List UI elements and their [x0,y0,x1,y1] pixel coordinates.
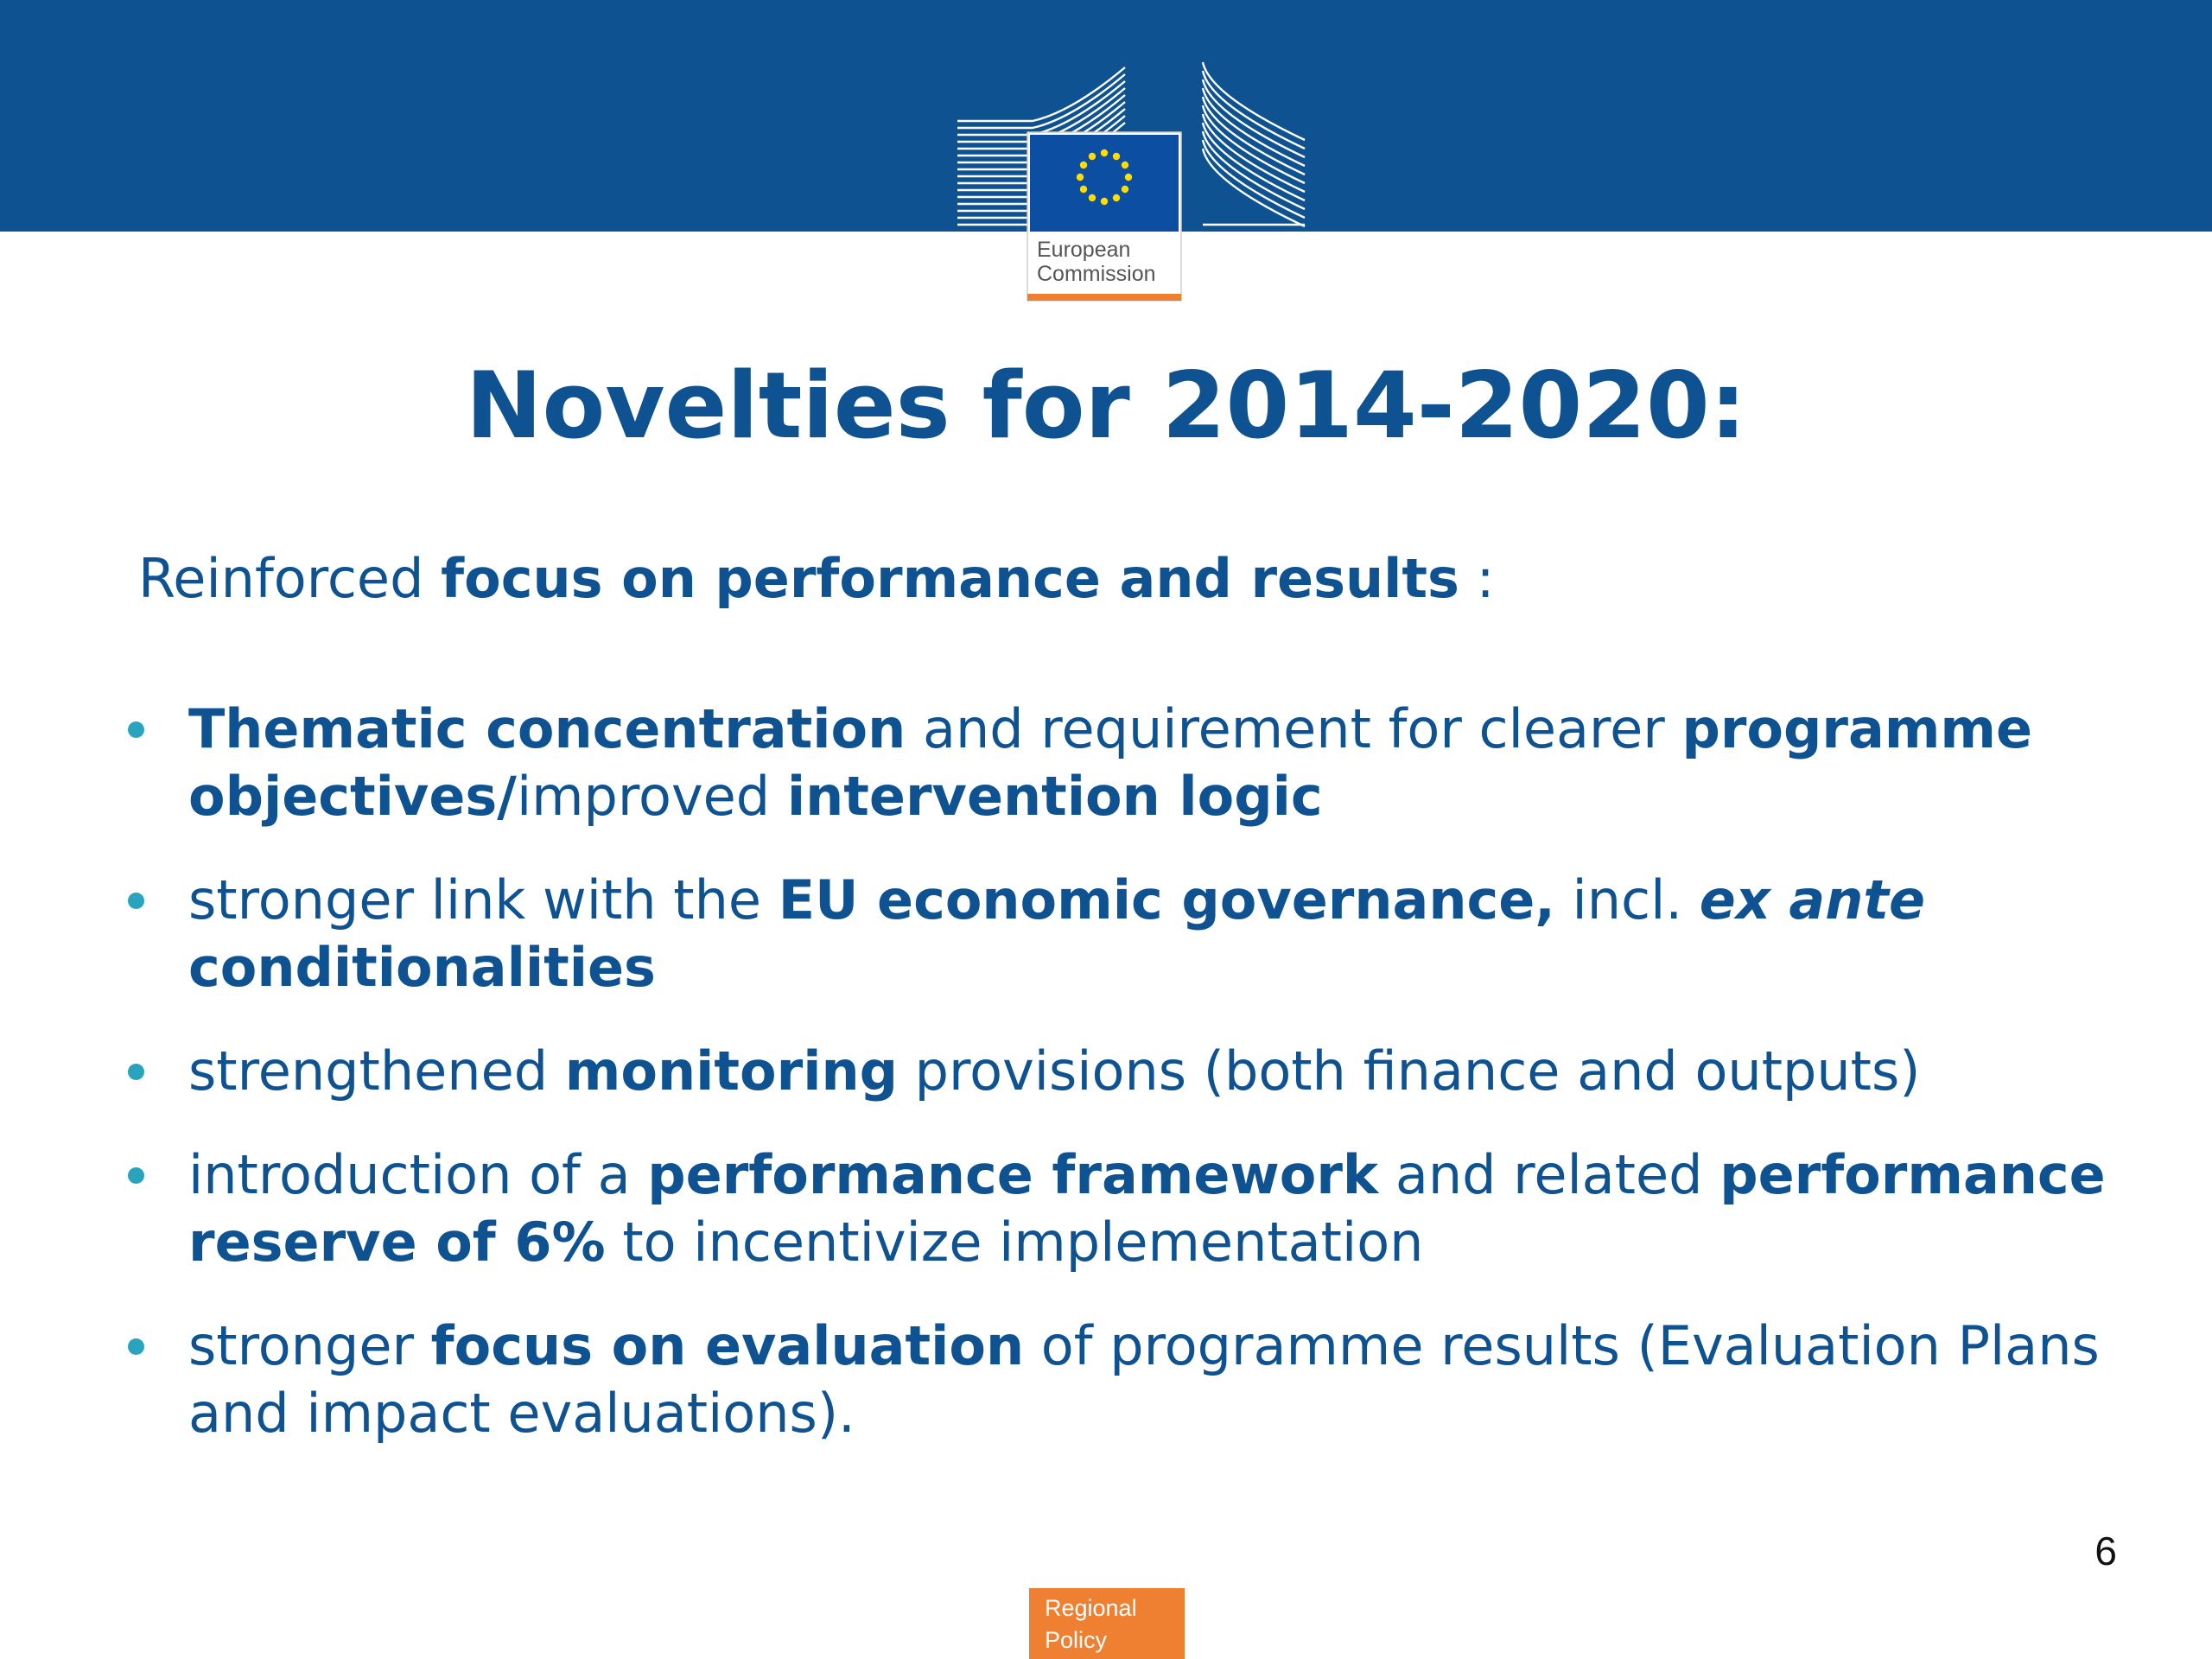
bullet-text-bold: focus on evaluation [430,1314,1025,1377]
bullet-text-bold: programme objectives/ [188,697,2033,828]
bullet-text: and related [1378,1143,1720,1206]
bullet-text: stronger [188,1314,431,1377]
bullet-text: strengthened [188,1039,565,1103]
bullet-text: incl. [1554,868,1700,931]
bullet-text-bold: performance reserve of 6% [188,1143,2106,1274]
list-item [121,1038,2108,1105]
bullet-text-bold: intervention logic [786,765,1323,828]
bullet-text-italic: ex ante [1699,868,1926,931]
subtitle-suffix: : [1459,547,1495,610]
badge-line2: Policy [1045,1627,1108,1653]
slide-title: Novelties for 2014-2020: [465,353,1747,459]
bullet-dot-icon [128,1167,144,1184]
badge-line1: Regional [1045,1595,1137,1621]
bullet-dot-icon [128,1338,144,1355]
bullet-text: to incentivize implementation [605,1211,1424,1274]
bullet-text-bold: Thematic concentration [188,697,906,760]
list-item [121,1141,2108,1276]
logo-text-line1: European [1037,238,1131,262]
logo-wordmark [1037,238,1184,286]
list-item [121,1313,2108,1447]
list-item [121,696,2108,830]
bullet-text-bold: monitoring [564,1039,898,1103]
bullet-dot-icon [128,1064,144,1080]
slide-subtitle [138,544,2082,613]
bullet-dot-icon [128,721,144,738]
bullet-text: introduction of a [188,1143,648,1206]
bullet-text-bold: performance framework [647,1143,1379,1206]
bullet-text-bold-italic [1700,868,1925,931]
bullet-text-bold: EU economic governance, [778,868,1555,931]
bullet-text: of programme results (Evaluation Plans and impact evaluations). [188,1314,2100,1445]
european-commission-logo [950,60,1313,311]
bullet-text: improved [516,765,787,828]
page-number: 6 [2094,1529,2117,1573]
subtitle-prefix: Reinforced [138,547,442,610]
list-item [121,867,2108,1001]
subtitle-bold: focus on performance and results [441,547,1459,610]
logo-text-line2: Commission [1037,262,1156,286]
bullet-text: provisions (both finance and outputs) [897,1039,1921,1103]
bullet-text: stronger link with the [188,868,779,931]
bullet-list [121,696,2108,1484]
bullet-text-bold: conditionalities [188,936,656,999]
bullet-text: and requirement for clearer [906,697,1682,760]
bullet-dot-icon [128,893,144,909]
regional-policy-badge [1029,1588,1185,1659]
